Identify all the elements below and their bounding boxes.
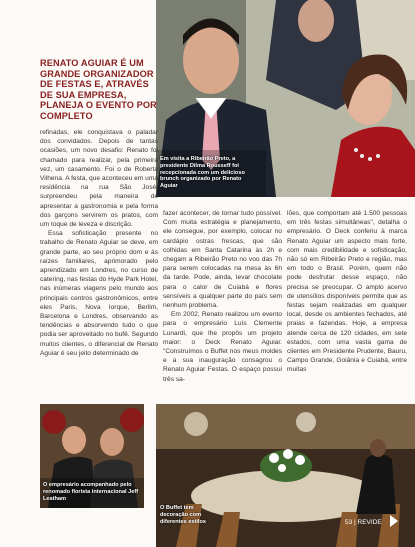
pull-quote: RENATO AGUIAR É UM GRANDE ORGANIZADOR DE FESTAS E, ATRAVÉS DE SUA EMPRESA, PLANEJA O EVENTO POR COMPLETO	[40, 58, 157, 121]
article-column-1	[40, 128, 158, 358]
table-photo-caption: O Buffet tem decoração com diferentes estilos	[160, 505, 207, 525]
next-page-arrow-icon[interactable]	[390, 515, 398, 527]
page-folio: 53 | REVIDE	[345, 519, 382, 526]
paragraph: Em 2002, Renato realizou um evento para o empresário Luís Clemente Lunardi, que lhe propôs um projeto maior: o Deck Renato Aguiar. "Construímos o Buffet nos meus moldes e a sua inauguração consagrou o Renato Aguiar Festas. O espaço possui três sa-	[163, 311, 282, 383]
paragraph: fazer acontecer, de tornar tudo possível. Com muita estratégia e planejamento, ele consegue, por exemplo, colocar no cardápio ostras frescas, que são colhidas em Santa Catarina às 2h e chegam a Ribeirão Preto no voo das 7h para serem colocadas na mesa às 6h da tarde. Pode, ainda, levar chocolate para o calor de Cuiabá e flores sensíveis a qualquer parte do país sem nenhum problema.	[163, 210, 282, 310]
article-column-2	[163, 209, 282, 384]
paragraph: lões, que comportam até 1.500 pessoas em três festas simultâneas", detalha o empresário. O Deck conferiu à marca Renato Aguiar um aspecto mais forte, com mais credibilidade e sofisticação, não só em Ribeirão Preto e região, mas em todo o Brasil. Porém, quem não pode desfrutar desse espaço, não precisa se preocupar. O amplo acervo de utensílios disponíveis permite que as festas sejam realizadas em qualquer local, desde os ambientes fechados, até praias e fazendas. Hoje, a empresa atende cerca de 120 cidades, em sete estados, com uma vasta gama de clientes em Presidente Prudente, Bauru, Campo Grande, Goiânia e Cuiabá, entre muitas	[287, 210, 407, 374]
main-photo-caption: Em visita a Ribeirão Preto, a presidente Dilma Rousseff foi recepcionada com um delicioso brunch organizado por Renato Aguiar	[160, 156, 245, 190]
article-column-3	[287, 209, 407, 375]
paragraph: Essa sofisticação presente no trabalho de Renato Aguiar se deve, em grande parte, ao seu próprio dom e às raízes familiares, aprimorado pelo aprendizado em Londres, no curso de catering, nas festas do Hyde Park Hotel, nas inúmeras viagens pelo mundo aos principais centros gastronômicos, entre eles Paris, Nova Iorque, Berlim, Barcelona e Londres, observando as tendências e absorvendo tudo o que podia ser aproveitado no bufê. Segundo muitos clientes, o diferencial de Renato Aguiar é seu jeito determinado de	[40, 230, 159, 357]
left-photo-caption: O empresário acompanhado pelo renomado florista internacional Jeff Leatham	[43, 482, 139, 502]
paragraph: refinadas, ele conquistava o paladar dos convidados. Depois de tantas ocasiões, um novo desafio: Renato foi chamado para realizar, pela primeira vez, um casamento. Foi o de Roberta Vilhena. A festa, que aconteceu em uma residência na rua São José, surpreendeu pela maneira de apresentar a gastronomia e pela forma dos garçons servirem os pratos, com um toque de leveza e discrição.	[40, 129, 158, 229]
